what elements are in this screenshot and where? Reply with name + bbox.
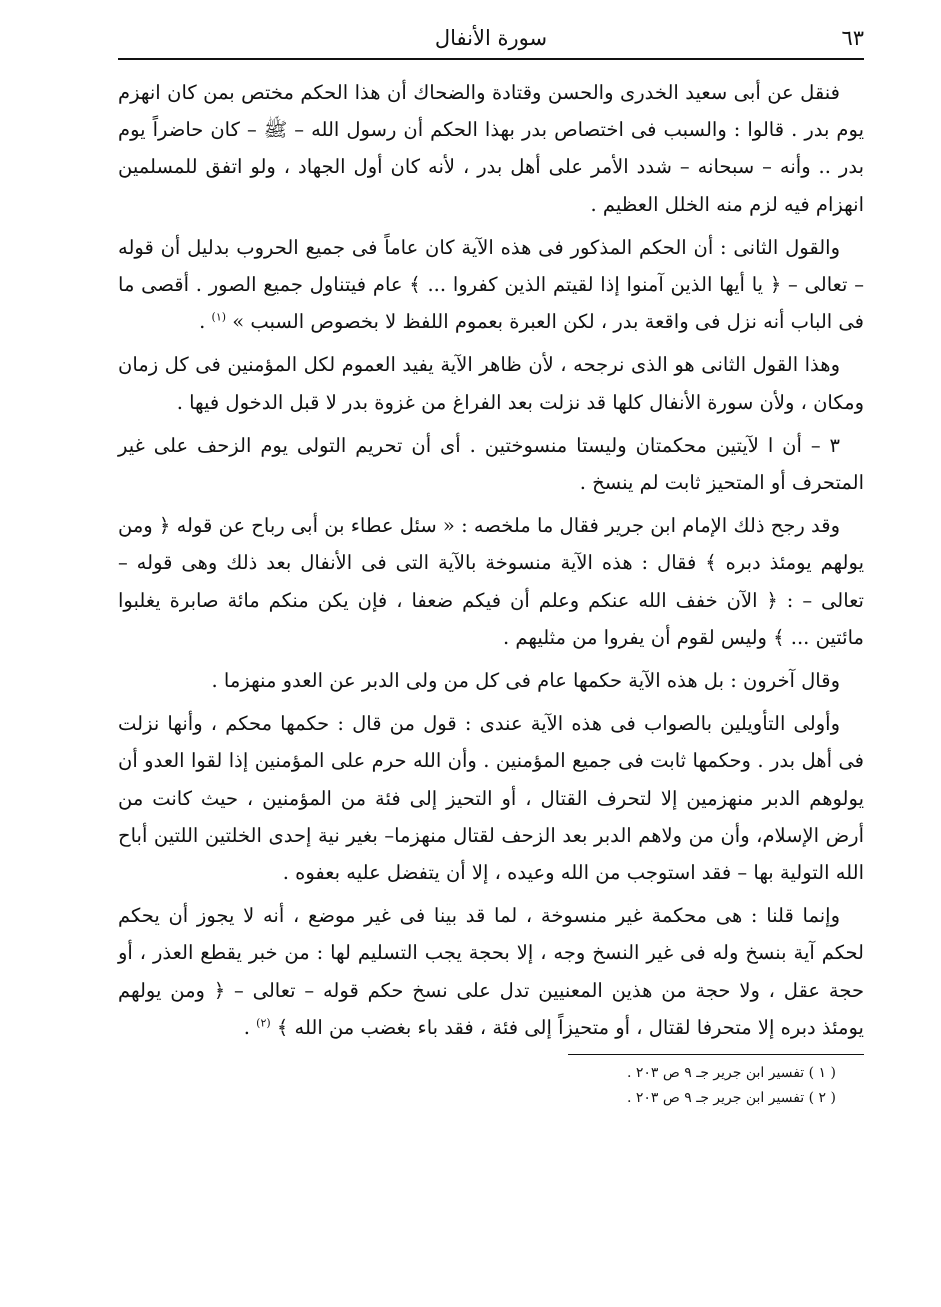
footnote-2: ( ٢ ) تفسير ابن جرير جـ ٩ ص ٢٠٣ . [626, 1090, 836, 1107]
paragraph-3 [118, 346, 864, 420]
paragraph-3-text: وهذا القول الثانى هو الذى نرجحه ، لأن ظاهر الآية يفيد العموم لكل المؤمنين فى كل زمان ومكان ، ولأن سورة الأنفال كلها قد نزلت بعد الفراغ من غزوة بدر لا قبل الدخول فيها . [118, 353, 864, 414]
page-header [118, 18, 864, 60]
footnote-ref-1: (١) [211, 310, 227, 324]
surah-title: سورة الأنفال [434, 26, 548, 50]
paragraph-2-text: والقول الثانى : أن الحكم المذكور فى هذه الآية كان عاماً فى جميع الحروب بدليل أن قوله – تعالى – ﴿ يا أيها الذين آمنوا إذا لقيتم الذين كفروا ... ﴾ عام فيتناول جميع الصور . أقصى ما فى الباب أنه نزل فى واقعة بدر ، لكن العبرة بعموم اللفظ لا بخصوص السبب » [118, 235, 864, 334]
paragraph-2 [118, 229, 864, 341]
footnote-1: ( ١ ) تفسير ابن جرير جـ ٩ ص ٢٠٣ . [626, 1065, 836, 1082]
footnote-divider [568, 1054, 864, 1055]
paragraph-6-text: وقال آخرون : بل هذه الآية حكمها عام فى كل من ولى الدبر عن العدو منهزما . [211, 669, 840, 693]
paragraph-2-end: . [199, 310, 212, 334]
page-number: ٦٣ [841, 26, 864, 50]
paragraph-8 [118, 897, 864, 1046]
footnote-ref-2: (٢) [256, 1016, 271, 1030]
paragraph-4 [118, 427, 864, 501]
paragraph-4-text: ٣ – أن ا لآيتين محكمتان وليستا منسوختين . أى أن تحريم التولى يوم الزحف على غير المتحرف أو المتحيز ثابت لم ينسخ . [118, 433, 864, 495]
paragraph-1 [118, 74, 864, 223]
footnotes [118, 1054, 864, 1111]
paragraph-8-end: . [243, 1015, 257, 1039]
book-page [118, 18, 864, 1111]
page-body [118, 74, 864, 1046]
paragraph-5-text: وقد رجح ذلك الإمام ابن جرير فقال ما ملخصه : « سئل عطاء بن أبى رباح عن قوله ﴿ ومن يولهم يومئذ دبره ﴾ فقال : هذه الآية منسوخة بالآية التى فى الأنفال بعد ذلك وهى قوله – تعالى – : ﴿ الآن خفف الله عنكم وعلم أن فيكم ضعفا ، فإن يكن منكم مائة صابرة يغلبوا مائتين ... ﴾ وليس لقوم أن يفروا من مثليهم . [118, 514, 864, 649]
paragraph-8-text: وإنما قلنا : هى محكمة غير منسوخة ، لما قد بينا فى غير موضع ، أنه لا يجوز أن يحكم لحكم آية بنسخ وله فى غير النسخ وجه ، إلا بحجة يجب التسليم لها : من خبر يقطع العذر ، أو حجة عقل ، ولا حجة من هذين المعنيين تدل على نسخ حكم قوله – تعالى – ﴿ ومن يولهم يومئذ دبره إلا متحرفا لقتال ، أو متحيزاً إلى فئة ، فقد باء بغضب من الله ﴾ [118, 904, 864, 1039]
paragraph-7 [118, 705, 864, 891]
paragraph-1-text: فنقل عن أبى سعيد الخدرى والحسن وقتادة والضحاك أن هذا الحكم مختص بمن كان انهزم يوم بدر . قالوا : والسبب فى اختصاص بدر بهذا الحكم أن رسول الله – ﷺ – كان حاضراً يوم بدر .. وأنه – سبحانه – شدد الأمر على أهل بدر ، لأنه كان أول الجهاد ، ولو اتفق للمسلمين انهزام فيه لزم منه الخلل العظيم . [118, 81, 864, 216]
paragraph-6 [118, 662, 864, 699]
paragraph-5 [118, 507, 864, 656]
paragraph-7-text: وأولى التأويلين بالصواب فى هذه الآية عندى : قول من قال : حكمها محكم ، وأنها نزلت فى أهل بدر . وحكمها ثابت فى جميع المؤمنين . وأن الله حرم على المؤمنين إذا لقوا العدو أن يولوهم الدبر منهزمين إلا لتحرف القتال ، أو التحيز إلى فئة من المؤمنين ، حيث كانت من أرض الإسلام، وأن من ولاهم الدبر بعد الزحف لقتال منهزما– بغير نية إحدى الخلتين اللتين أباح الله التولية بها – فقد استوجب من الله وعيده ، إلا أن يتفضل عليه بعفوه . [118, 712, 864, 885]
